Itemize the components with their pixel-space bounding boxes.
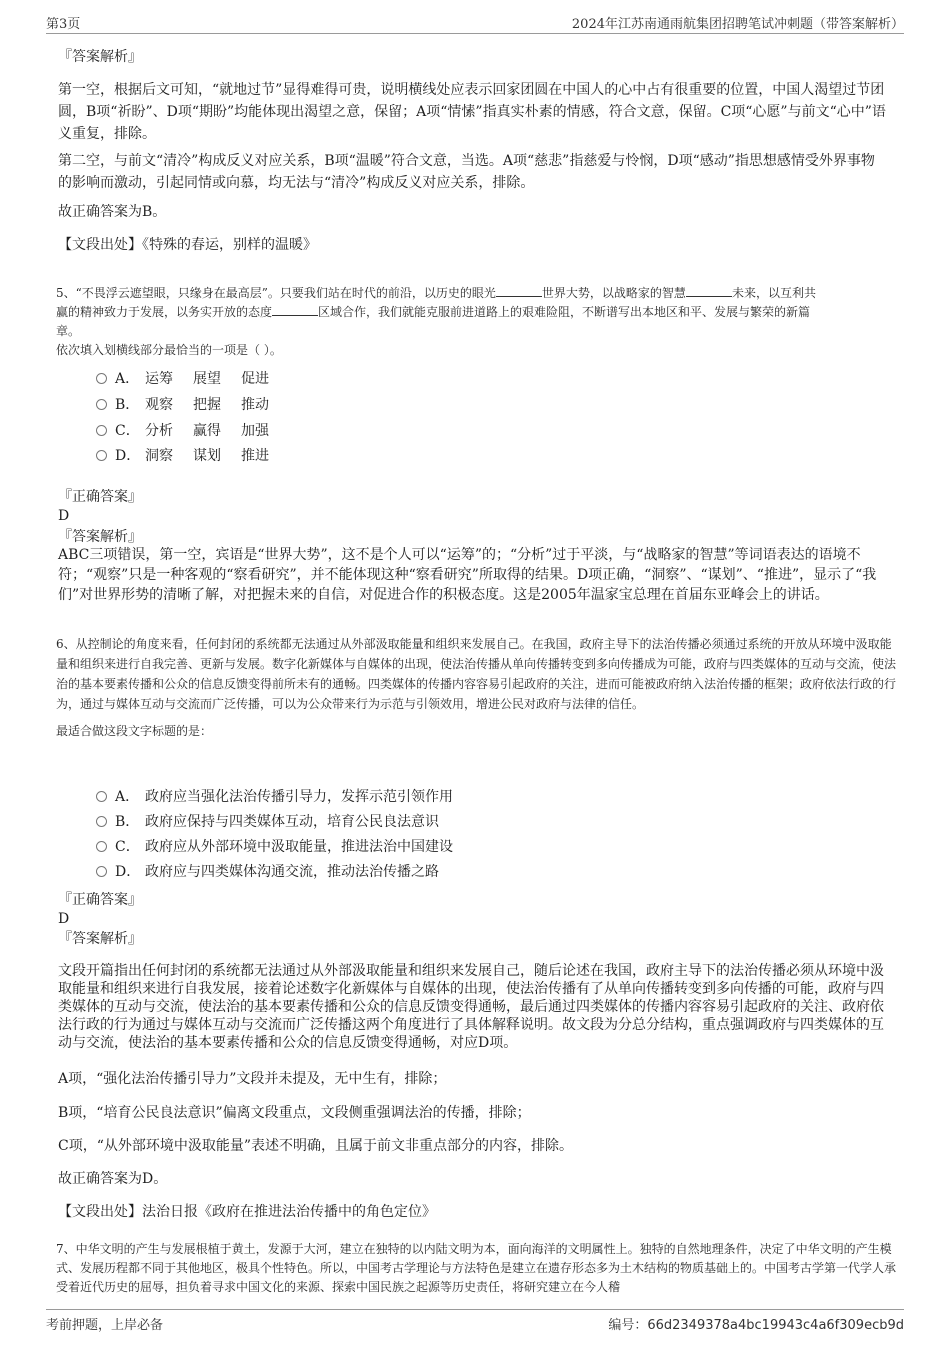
q5-option-b[interactable]: B． 观察 把握 推动	[96, 394, 289, 414]
header-divider	[46, 33, 904, 34]
q6-answer: D	[58, 911, 70, 927]
q5-analysis-label: 『答案解析』	[58, 529, 142, 545]
q5-stem-b: 世界大势，以战略家的智慧	[541, 286, 686, 300]
q5-stem	[56, 284, 896, 360]
q6-note-a: A项，“强化法治传播引导力”文段并未提及，无中生有，排除；	[58, 1071, 447, 1087]
footer-slogan: 考前押题，上岸必备	[46, 1318, 164, 1333]
q6-analysis-label: 『答案解析』	[58, 931, 142, 947]
q5-stem-d: 赢的精神致力于发展，以务实开放的态度	[56, 305, 273, 319]
q6-ask: 最适合做这段文字标题的是：	[56, 724, 213, 738]
q4-analysis-para1: 第一空，根据后文可知，“就地过节”显得难得可贵，说明横线处应表示回家团圆在中国人的心中占有很重要的位置，中国人渴望过节团圆，B项“祈盼”、D项“期盼”均能体现出渴望之意，保留；A项“情愫”指真实朴素的情感，符合文意，保留。C项“心愿”与前文“心中”语义重复，排除。	[58, 82, 886, 142]
q5-stem-f: 章。	[56, 324, 81, 338]
q4-analysis-label: 『答案解析』	[58, 49, 142, 65]
footer-divider	[46, 1309, 904, 1310]
radio-icon[interactable]	[96, 450, 107, 461]
q5-analysis: ABC三项错误，第一空，宾语是“世界大势”，这不是个人可以“运筹”的；“分析”过于平淡，与“战略家的智慧”等词语表达的语境不符；“观察”只是一种客观的“察看研究”，并不能体现这种“察看研究”所取得的结果。D项正确，“洞察”、“谋划”、“推进”，显示了“我们”对世界形势的清晰了解，对把握未来的自信，对促进合作的积极态度。这是2005年温家宝总理在首届东亚峰会上的讲话。	[58, 547, 877, 603]
radio-icon[interactable]	[96, 425, 107, 436]
q7-stem: 7、中华文明的产生与发展根植于黄土，发源于大河，建立在独特的以内陆文明为本，面向海洋的文明属性上。独特的自然地理条件，决定了中华文明的产生模式、发展历程都不同于其他地区，极具个性特色。所以，中国考古学理论与方法特色是建立在遗存形态多为土木结构的物质基础上的。中国考古学第一代学人承受着近代历史的屈辱，担负着寻求中国文化的来源、探索中国民族之起源等历史责任，将研究建立在今人稽	[56, 1242, 896, 1294]
q4-analysis-para2: 第二空，与前文“清冷”构成反义对应关系，B项“温暖”符合文意，当选。A项“慈悲”指慈爱与怜悯，D项“感动”指思想感情受外界事物的影响而激动，引起同情或向慕，均无法与“清冷”构成反义对应关系，排除。	[58, 153, 875, 191]
document-title: 2024年江苏南通雨航集团招聘笔试冲刺题（带答案解析）	[571, 17, 904, 32]
q6-option-b[interactable]: B． 政府应保持与四类媒体互动，培育公民良法意识	[96, 811, 439, 831]
footer-code-label: 编号：	[608, 1318, 648, 1333]
radio-icon[interactable]	[96, 866, 107, 877]
q5-blank-2	[686, 284, 732, 297]
q5-answer: D	[58, 508, 70, 524]
radio-icon[interactable]	[96, 399, 107, 410]
q5-blank-1	[496, 284, 542, 297]
q6-answer-label: 『正确答案』	[58, 892, 142, 908]
q4-source: 【文段出处】《特殊的春运，别样的温暖》	[58, 237, 317, 253]
q6-source: 【文段出处】法治日报《政府在推进法治传播中的角色定位》	[58, 1204, 436, 1220]
footer-code	[608, 1314, 904, 1333]
q5-answer-label: 『正确答案』	[58, 489, 142, 505]
radio-icon[interactable]	[96, 841, 107, 852]
q6-conclusion: 故正确答案为D。	[58, 1171, 168, 1187]
radio-icon[interactable]	[96, 791, 107, 802]
q5-blank-3	[272, 303, 318, 316]
q6-note-b: B项，“培育公民良法意识”偏离文段重点，文段侧重强调法治的传播，排除；	[58, 1105, 531, 1121]
q6-analysis: 文段开篇指出任何封闭的系统都无法通过从外部汲取能量和组织来发展自己，随后论述在我国，政府主导下的法治传播必须从环境中汲取能量和组织来进行自我发展，接着论述数字化新媒体与自媒体的出现，使法治传播有了从单向传播转变到多向传播的可能，政府与四类媒体的互动与交流，使法治的基本要素传播和公众的信息反馈变得通畅，最后通过四类媒体的传播内容容易引起政府的关注、政府依法行政的行为通过与媒体互动与交流而广泛传播这两个角度进行了具体解释说明。故文段为分总分结构，重点强调政府与四类媒体的互动与交流，使法治的基本要素传播和公众的信息反馈变得通畅，对应D项。	[58, 963, 884, 1051]
q5-stem-e: 区域合作，我们就能克服前进道路上的艰难险阻，不断谱写出本地区和平、发展与繁荣的新篇	[318, 305, 811, 319]
q6-option-d[interactable]: D． 政府应与四类媒体沟通交流，推动法治传播之路	[96, 861, 439, 881]
page-number: 第3页	[46, 17, 81, 32]
q6-note-c: C项，“从外部环境中汲取能量”表述不明确，且属于前文非重点部分的内容，排除。	[58, 1138, 574, 1154]
q6-option-c[interactable]: C． 政府应从外部环境中汲取能量，推进法治中国建设	[96, 836, 453, 856]
q5-option-c[interactable]: C． 分析 赢得 加强	[96, 420, 289, 440]
q5-option-a[interactable]: A． 运筹 展望 促进	[96, 368, 289, 388]
q6-stem: 6、从控制论的角度来看，任何封闭的系统都无法通过从外部汲取能量和组织来发展自己。在我国，政府主导下的法治传播必须通过系统的开放从环境中汲取能量和组织来进行自我完善、更新与发展。数字化新媒体与自媒体的出现，使法治传播从单向传播转变到多向传播成为可能，政府与四类媒体的互动与交流，使法治的基本要素传播和公众的信息反馈变得前所未有的通畅。四类媒体的传播内容容易引起政府的关注，进而可能被政府纳入法治传播的框架；政府依法行政的行为，通过与媒体互动与交流而广泛传播，可以为公众带来行为示范与引领效用，增进公民对政府与法律的信任。	[56, 637, 897, 711]
radio-icon[interactable]	[96, 373, 107, 384]
footer-code-value: 66d2349378a4bc19943c4a6f309ecb9d	[647, 1318, 904, 1333]
q5-stem-c: 未来，以互利共	[731, 286, 816, 300]
q5-ask: 依次填入划横线部分最恰当的一项是（ ）。	[56, 343, 282, 357]
q5-stem-a: 5、“不畏浮云遮望眼，只缘身在最高层”。只要我们站在时代的前沿，以历史的眼光	[56, 286, 496, 300]
radio-icon[interactable]	[96, 816, 107, 827]
q6-option-a[interactable]: A． 政府应当强化法治传播引导力，发挥示范引领作用	[96, 786, 453, 806]
q5-option-d[interactable]: D． 洞察 谋划 推进	[96, 445, 289, 465]
q4-conclusion: 故正确答案为B。	[58, 204, 167, 220]
